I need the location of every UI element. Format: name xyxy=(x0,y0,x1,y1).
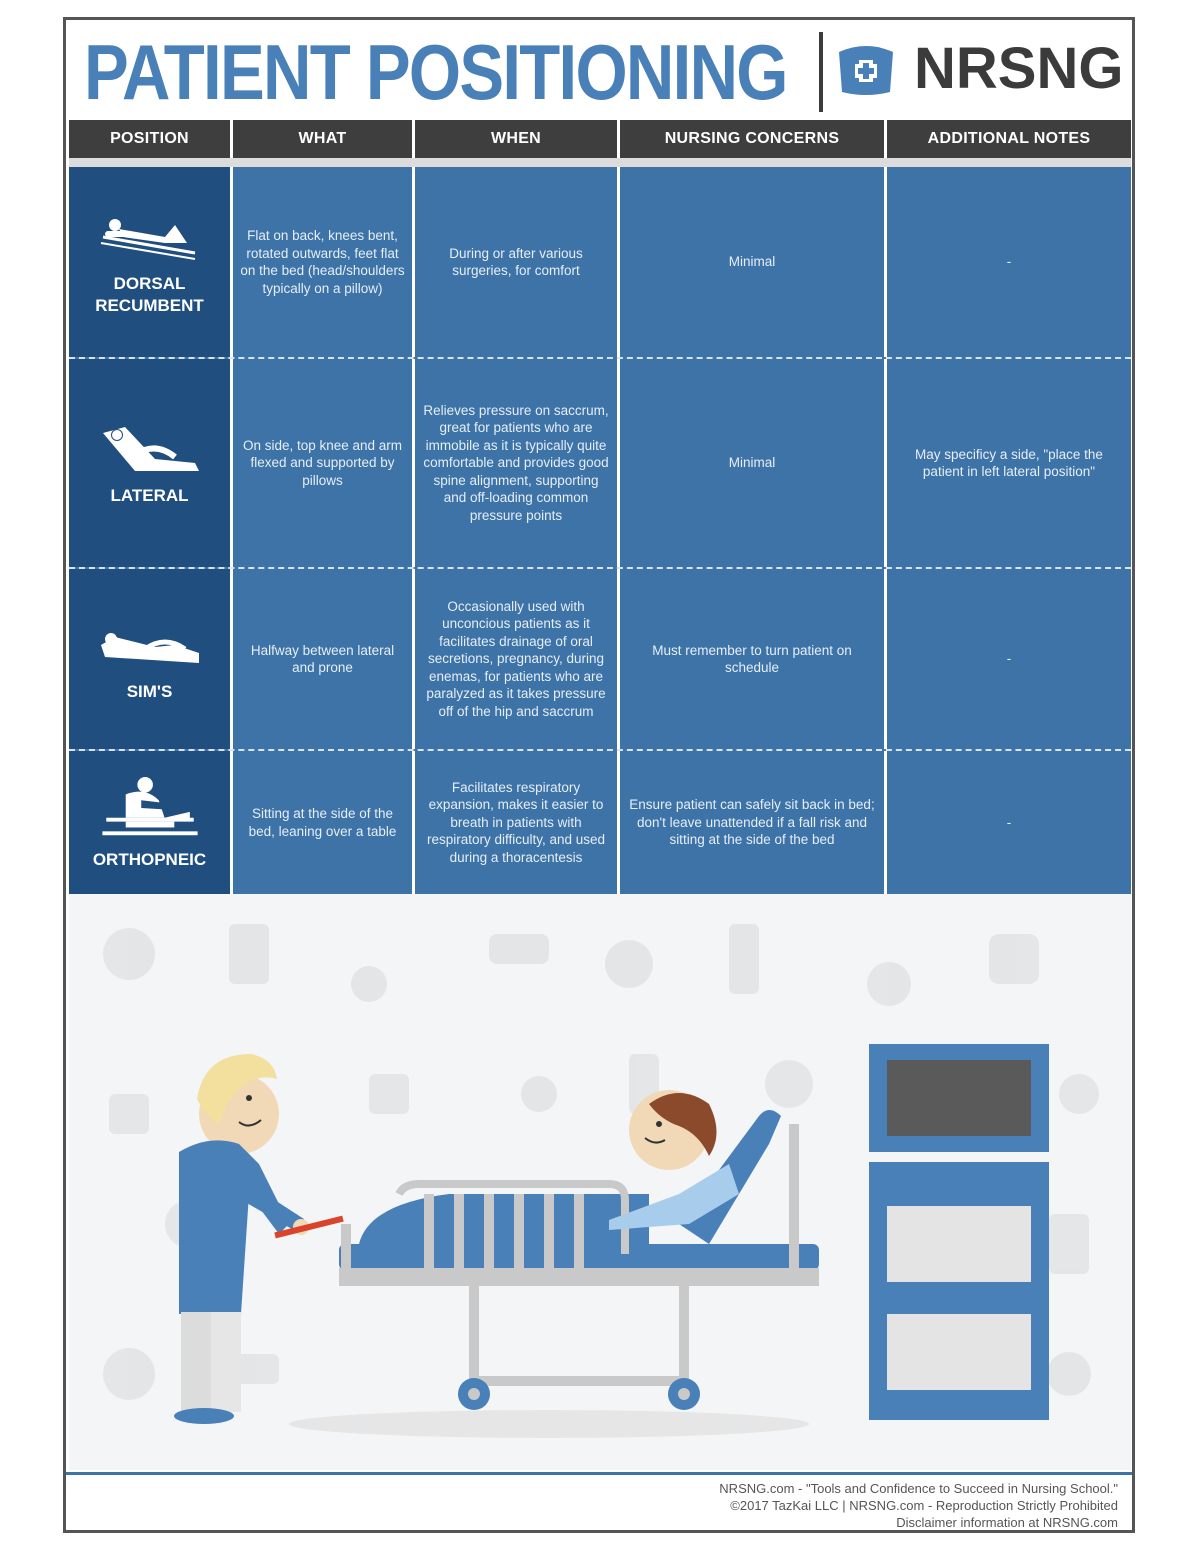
position-cell xyxy=(69,167,233,357)
column-header-position: POSITION xyxy=(69,120,233,158)
what-cell: Sitting at the side of the bed, leaning over a table xyxy=(233,751,415,894)
header-underline xyxy=(69,158,1131,167)
footer-tagline: NRSNG.com - "Tools and Confidence to Succeed in Nursing School." xyxy=(719,1481,1118,1496)
column-header-what: WHAT xyxy=(233,120,415,158)
column-header-additional-notes: ADDITIONAL NOTES xyxy=(927,130,1091,147)
notes-cell: - xyxy=(1006,651,1012,667)
table-row xyxy=(69,167,1131,357)
position-label: SIM'S xyxy=(126,682,173,701)
orthopneic-position-icon xyxy=(95,775,205,843)
brand-name: NRSNG xyxy=(914,36,1124,101)
what-cell: On side, top knee and arm flexed and supported by pillows xyxy=(233,359,415,567)
positions-table xyxy=(69,167,1131,894)
notes-cell: - xyxy=(1006,814,1012,830)
what-cell: Halfway between lateral and prone xyxy=(233,569,415,749)
footer xyxy=(719,1480,1118,1531)
notes-cell: May specificy a side, "place the patient in left lateral position" xyxy=(915,446,1103,479)
table-header xyxy=(69,120,1131,158)
table-row xyxy=(69,359,1131,567)
position-cell xyxy=(69,569,233,749)
sims-position-icon xyxy=(95,615,205,675)
footer-copyright: ©2017 TazKai LLC | NRSNG.com - Reproduction Strictly Prohibited xyxy=(730,1498,1118,1513)
page-title: PATIENT POSITIONING xyxy=(84,28,787,116)
concerns-cell: Minimal xyxy=(620,167,887,357)
concerns-cell: Must remember to turn patient on schedule xyxy=(620,569,887,749)
when-cell: Facilitates respiratory expansion, makes it easier to breath in patients with respiratory difficulty, and used during a thoracentesis xyxy=(415,751,620,894)
position-label: ORTHOPNEIC xyxy=(92,849,207,869)
nurse-patient-illustration xyxy=(69,894,1131,1470)
position-label: DORSAL RECUMBENT xyxy=(95,274,204,315)
column-header-when: WHEN xyxy=(415,120,620,158)
position-label: LATERAL xyxy=(110,486,189,505)
dorsal-recumbent-icon xyxy=(95,207,205,267)
infographic-frame xyxy=(63,17,1135,1533)
footer-divider xyxy=(66,1472,1132,1475)
what-cell: Flat on back, knees bent, rotated outwards, feet flat on the bed (head/shoulders typically on a pillow) xyxy=(233,167,415,357)
header-divider xyxy=(819,32,823,112)
lateral-position-icon xyxy=(95,419,205,479)
when-cell: Relieves pressure on saccrum, great for patients who are immobile as it is typically quite comfortable and provides good spine alignment, supporting and off-loading common pressure points xyxy=(415,359,620,567)
when-cell: Occasionally used with unconcious patients as it facilitates drainage of oral secretions, pregnancy, during enemas, for patients who are paralyzed as it takes pressure off of the hip and saccrum xyxy=(415,569,620,749)
table-row xyxy=(69,569,1131,749)
concerns-cell: Ensure patient can safely sit back in bed; don't leave unattended if a fall risk and sitting at the side of the bed xyxy=(620,751,887,894)
footer-disclaimer: Disclaimer information at NRSNG.com xyxy=(896,1515,1118,1530)
position-cell xyxy=(69,359,233,567)
nurse-cap-logo-icon xyxy=(836,40,896,98)
column-header-nursing-concerns: NURSING CONCERNS xyxy=(620,120,887,158)
table-row xyxy=(69,751,1131,894)
position-cell xyxy=(69,751,233,894)
concerns-cell: Minimal xyxy=(620,359,887,567)
when-cell: During or after various surgeries, for comfort xyxy=(415,167,620,357)
notes-cell: - xyxy=(1006,254,1012,270)
